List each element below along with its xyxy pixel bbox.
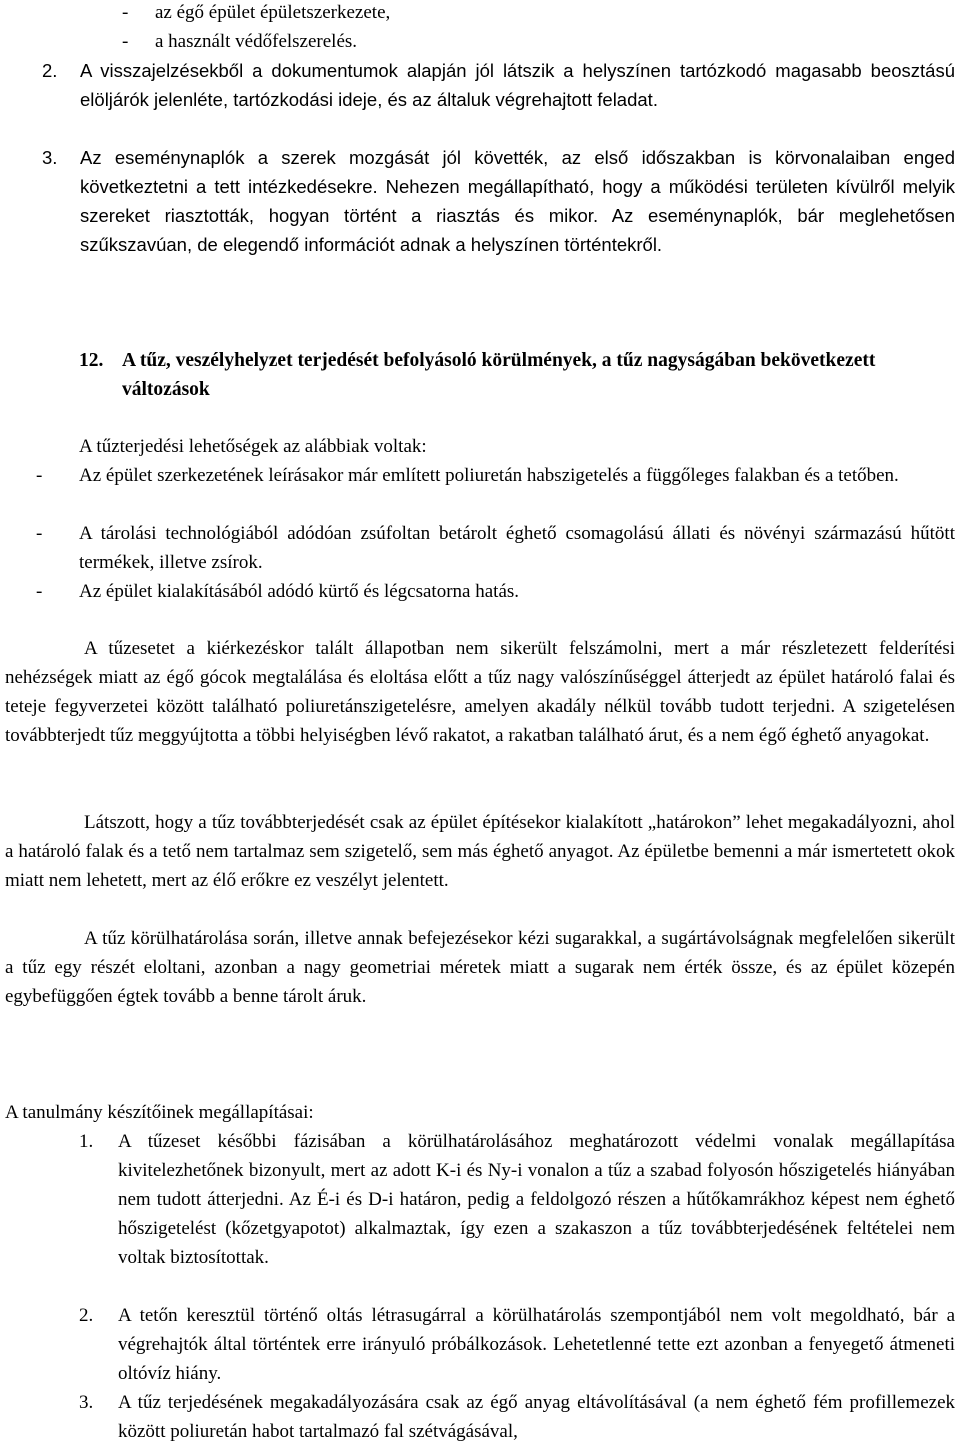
- study-item-number: 2.: [79, 1305, 94, 1326]
- study-item-text: A tűzeset későbbi fázisában a körülhatárolásához meghatározott védelmi vonalak megállapítása kivitelezhetőnek bizonyult, mert az adott K-i és Ny-i vonalon a tűz a szabad folyosón hőszigetelés hiányában nem tudott átterjedni. Az É-i és D-i határon, pedig a feldolgozó részen a hűtőkamrákhoz képest nem éghető hőszigetelést (kőzetgyapotot) alkalmaztak, így ezen a szakaszon a tűz továbbterjedésének feltételei nem voltak biztosítottak.: [118, 1131, 955, 1268]
- list-item-text: A tárolási technológiából adódóan zsúfoltan betárolt éghető csomagolású állati és növényi származású hűtött termékek, illetve zsírok.: [79, 523, 955, 573]
- study-item: [79, 1127, 955, 1272]
- list-item: [36, 461, 955, 490]
- body-paragraph: A tűz körülhatárolása során, illetve annak befejezésekor kézi sugarakkal, a sugártávolságnak megfelelően sikerült a tűz egy részét eloltani, azonban a nagy geometriai méretek miatt a sugarak nem érték össze, és az épület közepén egybefüggően égtek tovább a benne tárolt áruk.: [5, 928, 955, 1007]
- study-item: [79, 1301, 955, 1388]
- study-heading: A tanulmány készítőinek megállapításai:: [5, 1102, 314, 1123]
- study-item-number: 3.: [79, 1392, 94, 1413]
- list-item: [36, 519, 955, 577]
- finding-text: Az eseménynaplók a szerek mozgását jól követték, az első időszakban is körvonalaiban enged következtetni a tett intézkedésekre. Nehezen megállapítható, hogy a működési területen kívülről melyik szereket riasztották, hogyan történt a riasztás és mikor. Az eseménynaplók, bár meglehetősen szűkszavúan, de elegendő információt adnak a helyszínen történtekről.: [80, 147, 955, 255]
- list-item-text: a használt védőfelszerelés.: [155, 31, 358, 52]
- section-heading: [79, 346, 955, 404]
- list-item-text: Az épület szerkezetének leírásakor már említett poliuretán habszigetelés a függőleges falakban és a tetőben.: [79, 465, 899, 486]
- list-item: [122, 27, 922, 56]
- list-item-text: Az épület kialakításából adódó kürtő és légcsatorna hatás.: [79, 581, 520, 602]
- section-number: 12.: [79, 350, 104, 371]
- body-paragraph: Látszott, hogy a tűz továbbterjedését csak az épület építésekor kialakított „határokon” lehet megakadályozni, ahol a határoló falak és a tető nem tartalmaz sem szigetelő, sem más éghető anyagot. Az épületbe bemenni a már ismertetett okok miatt nem lehetett, mert az élő erőkre ez veszélyt jelentett.: [5, 812, 955, 891]
- finding-number: 3.: [42, 147, 58, 168]
- list-marker: -: [36, 581, 43, 602]
- study-item: [79, 1388, 955, 1446]
- list-item: [122, 0, 922, 27]
- numbered-finding: [42, 56, 955, 114]
- finding-text: A visszajelzésekből a dokumentumok alapján jól látszik a helyszínen tartózkodó magasabb beosztású elöljárók jelenléte, tartózkodási ideje, és az általuk végrehajtott feladat.: [80, 60, 955, 110]
- list-item-text: az égő épület épületszerkezete,: [155, 2, 391, 23]
- list-marker: -: [122, 31, 129, 52]
- list-marker: -: [36, 465, 43, 486]
- study-item-text: A tetőn keresztül történő oltás létrasugárral a körülhatárolás szempontjából nem volt megoldható, bár a végrehajtók által történtek erre irányuló próbálkozások. Lehetetlenné tette ezt azonban a fenyegető átmeneti oltóvíz hiány.: [118, 1305, 955, 1384]
- list-item: [36, 577, 955, 606]
- body-paragraph: A tűzesetet a kiérkezéskor talált állapotban nem sikerült felszámolni, mert a már részletezett felderítési nehézségek miatt az égő gócok megtalálása és eloltása előtt a tűz nagy valószínűséggel átterjedt az épület határoló falai és teteje fegyverzetei között található poliuretánszigetelésre, amelyen akadály nélkül tovább tudott terjedni. A szigetelésen továbbterjedt tűz meggyújtotta a többi helyiségben lévő rakatot, a rakatban található árut, és a nem égő éghető anyagokat.: [5, 638, 955, 746]
- finding-number: 2.: [42, 60, 58, 81]
- numbered-finding: [42, 143, 955, 259]
- section-title: A tűz, veszélyhelyzet terjedését befolyásoló körülmények, a tűz nagyságában bekövetkezett változások: [122, 350, 876, 400]
- study-item-number: 1.: [79, 1131, 94, 1152]
- section-intro: A tűzterjedési lehetőségek az alábbiak voltak:: [79, 436, 427, 457]
- list-marker: -: [36, 523, 43, 544]
- study-item-text: A tűz terjedésének megakadályozására csak az égő anyag eltávolításával (a nem éghető fém profillemezek között poliuretán habot tartalmazó fal szétvágásával,: [118, 1392, 955, 1442]
- list-marker: -: [122, 2, 129, 23]
